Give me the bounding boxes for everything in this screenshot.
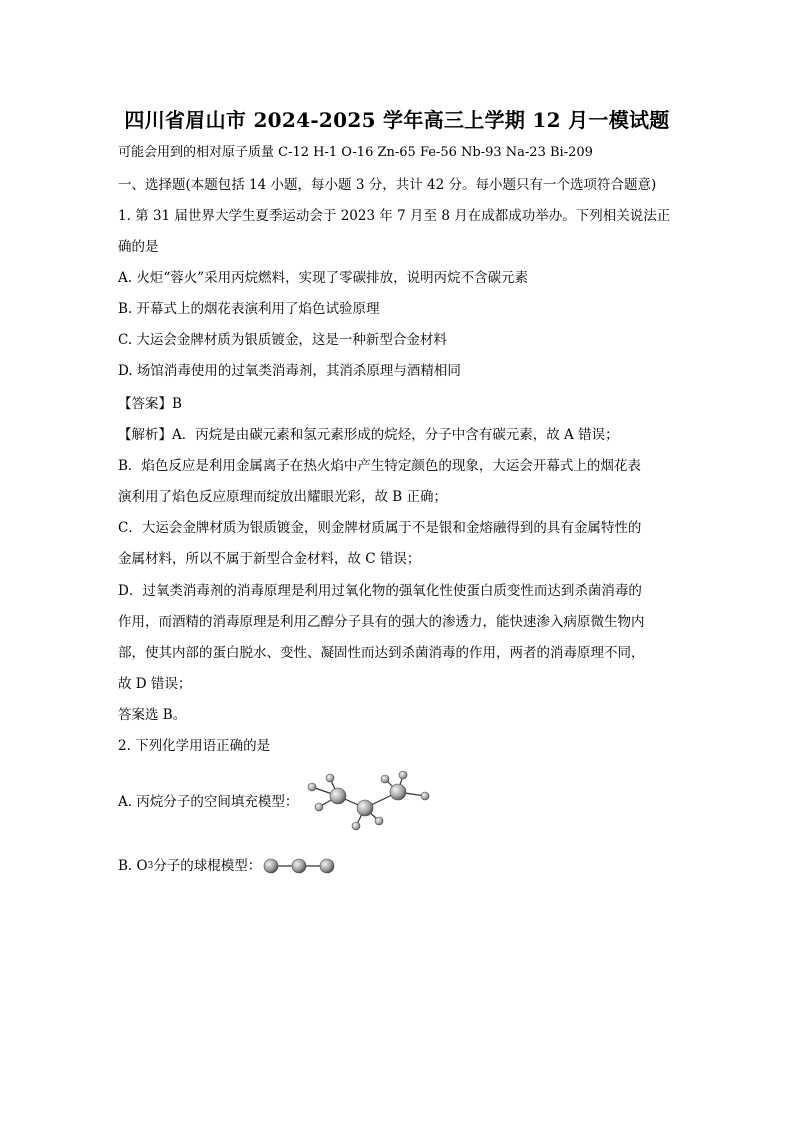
atomic-masses: 可能会用到的相对原子质量 C-12 H-1 O-16 Zn-65 Fe-56 Nb-93 Na-23 Bi-209 [118, 145, 593, 160]
q1-analysis-line: 金属材料，所以不属于新型合金材料，故 C 错误； [118, 551, 421, 567]
q1-conclusion: 答案选 B。 [118, 707, 187, 723]
q2-stem: 2. 下列化学用语正确的是 [118, 738, 271, 754]
q1-analysis-line: 部，使其内部的蛋白脱水、变性、凝固性而达到杀菌消毒的作用，两者的消毒原理不同， [118, 645, 645, 661]
q1-option-b: B. 开幕式上的烟花表演利用了焰色试验原理 [118, 301, 380, 317]
q1-option-d: D. 场馆消毒使用的过氧类消毒剂，其消杀原理与酒精相同 [118, 363, 461, 379]
q1-analysis-line: 【解析】A．丙烷是由碳元素和氢元素形成的烷烃，分子中含有碳元素，故 A 错误； [118, 427, 619, 443]
q1-option-c: C. 大运会金牌材质为银质镀金，这是一种新型合金材料 [118, 332, 447, 348]
q1-analysis-line: B．焰色反应是利用金属离子在热火焰中产生特定颜色的现象，大运会开幕式上的烟花表 [118, 458, 641, 474]
q1-stem-line2: 确的是 [118, 239, 159, 255]
q1-analysis-line: C．大运会金牌材质为银质镀金，则金牌材质属于不是银和金熔融得到的具有金属特性的 [118, 520, 642, 536]
page-title: 四川省眉山市 2024-2025 学年高三上学期 12 月一模试题 [124, 108, 670, 132]
q2-option-b-prefix: B. O [118, 858, 148, 874]
q1-analysis-line: 作用，而酒精的消毒原理是利用乙醇分子具有的强大的渗透力，能快速渗入病原微生物内 [118, 614, 645, 630]
q2-option-b-suffix: 分子的球棍模型： [153, 858, 262, 874]
q2-option-b [118, 856, 678, 876]
ozone-model-icon [263, 856, 335, 876]
q1-option-a: A. 火炬“蓉火”采用丙烷燃料，实现了零碳排放，说明丙烷不含碳元素 [118, 270, 529, 286]
q2-option-a-label: A. 丙烷分子的空间填充模型： [118, 794, 299, 810]
q1-analysis-line: 演利用了焰色反应原理而绽放出耀眼光彩，故 B 正确； [118, 489, 448, 505]
q1-answer: 【答案】B [118, 396, 182, 412]
section-heading: 一、选择题(本题包括 14 小题，每小题 3 分，共计 42 分。每小题只有一个选项符合题意) [118, 177, 657, 193]
q2-option-b-sub: 3 [147, 861, 154, 871]
q1-analysis-line: D．过氧类消毒剂的消毒原理是利用过氧化物的强氧化性使蛋白质变性而达到杀菌消毒的 [118, 583, 642, 599]
propane-model-icon [305, 766, 435, 836]
q1-stem-line1: 1. 第 31 届世界大学生夏季运动会于 2023 年 7 月至 8 月在成都成功举办。下列相关说法正 [118, 208, 671, 224]
q1-analysis-line: 故 D 错误； [118, 676, 192, 692]
